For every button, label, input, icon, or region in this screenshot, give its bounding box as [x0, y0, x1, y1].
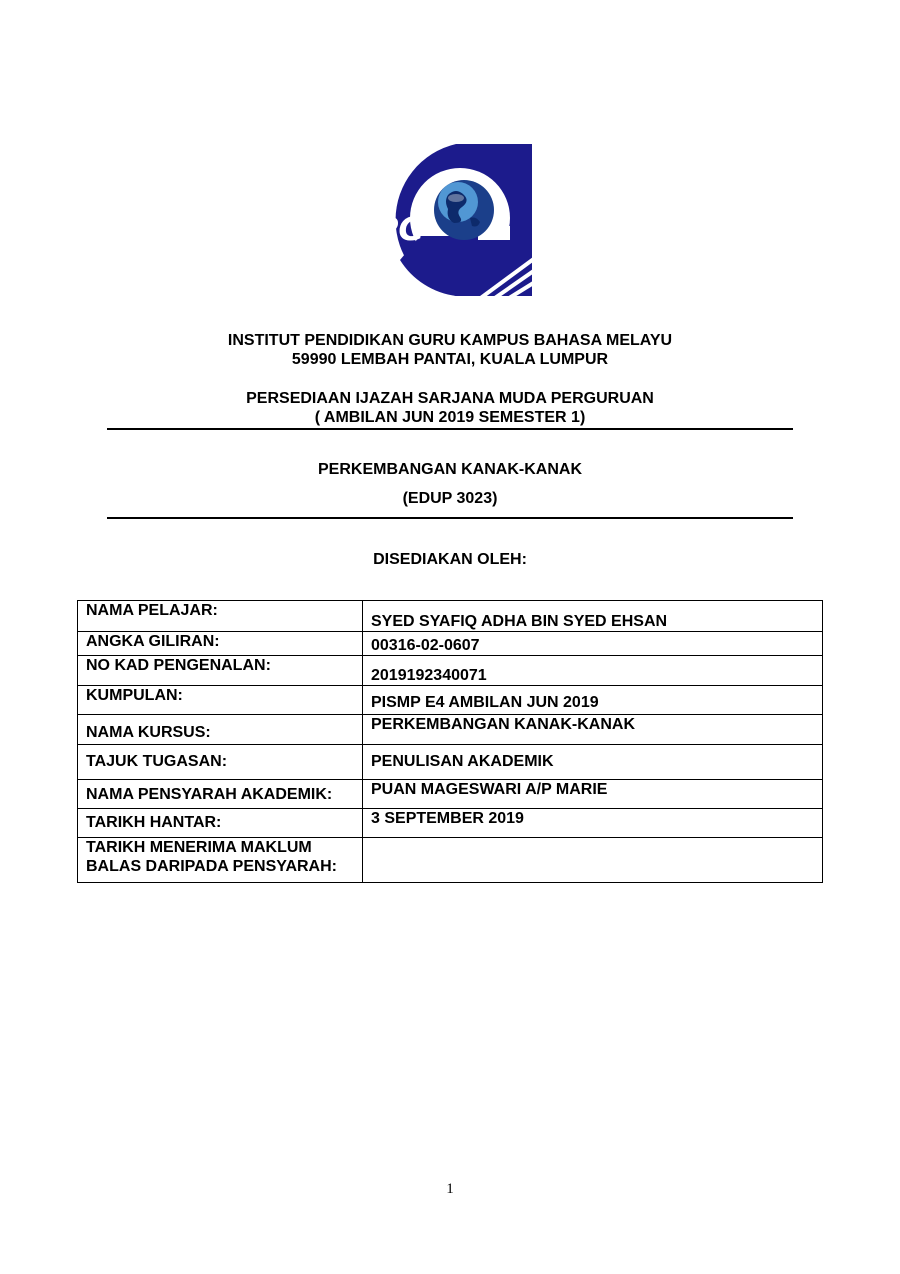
logo-text: iPG — [364, 210, 425, 248]
program-intake: ( AMBILAN JUN 2019 SEMESTER 1) — [314, 409, 586, 426]
divider-top — [107, 428, 793, 430]
row-label: KUMPULAN: — [78, 686, 363, 715]
row-value: 00316-02-0607 — [363, 632, 823, 656]
program-name: PERSEDIAAN IJAZAH SARJANA MUDA PERGURUAN — [246, 390, 654, 407]
row-label: TAJUK TUGASAN: — [78, 745, 363, 780]
divider-bottom — [107, 517, 793, 519]
table-row — [78, 601, 823, 632]
table-row — [78, 809, 823, 838]
row-value: 2019192340071 — [363, 656, 823, 686]
row-value: 3 SEPTEMBER 2019 — [363, 809, 823, 838]
row-value: PUAN MAGESWARI A/P MARIE — [363, 780, 823, 809]
row-label-line: TARIKH MENERIMA MAKLUM — [86, 839, 312, 856]
table-row — [78, 715, 823, 745]
ipg-logo — [360, 140, 540, 300]
institute-name: INSTITUT PENDIDIKAN GURU KAMPUS BAHASA MELAYU — [227, 332, 673, 349]
institute-address: 59990 LEMBAH PANTAI, KUALA LUMPUR — [291, 351, 609, 368]
row-value: PENULISAN AKADEMIK — [363, 745, 823, 780]
row-value: PISMP E4 AMBILAN JUN 2019 — [363, 686, 823, 715]
row-label — [78, 838, 363, 883]
course-code: (EDUP 3023) — [402, 490, 498, 507]
globe-icon — [434, 180, 494, 240]
row-label: TARIKH HANTAR: — [78, 809, 363, 838]
row-value: SYED SYAFIQ ADHA BIN SYED EHSAN — [363, 601, 823, 632]
program-heading — [0, 389, 900, 427]
row-label: NO KAD PENGENALAN: — [78, 656, 363, 686]
table-row — [78, 656, 823, 686]
course-title: PERKEMBANGAN KANAK-KANAK — [318, 461, 582, 478]
row-value — [363, 838, 823, 883]
page-number: 1 — [446, 1181, 454, 1197]
student-info-table — [77, 600, 823, 883]
row-label: NAMA KURSUS: — [78, 715, 363, 745]
row-label: NAMA PELAJAR: — [78, 601, 363, 632]
table-row — [78, 838, 823, 883]
table-row — [78, 686, 823, 715]
row-label: ANGKA GILIRAN: — [78, 632, 363, 656]
table-row — [78, 745, 823, 780]
row-label: NAMA PENSYARAH AKADEMIK: — [78, 780, 363, 809]
institute-heading — [0, 331, 900, 369]
prepared-by-heading: DISEDIAKAN OLEH: — [373, 551, 527, 568]
table-row — [78, 780, 823, 809]
row-label-line: BALAS DARIPADA PENSYARAH: — [86, 858, 337, 875]
table-row — [78, 632, 823, 656]
row-value: PERKEMBANGAN KANAK-KANAK — [363, 715, 823, 745]
